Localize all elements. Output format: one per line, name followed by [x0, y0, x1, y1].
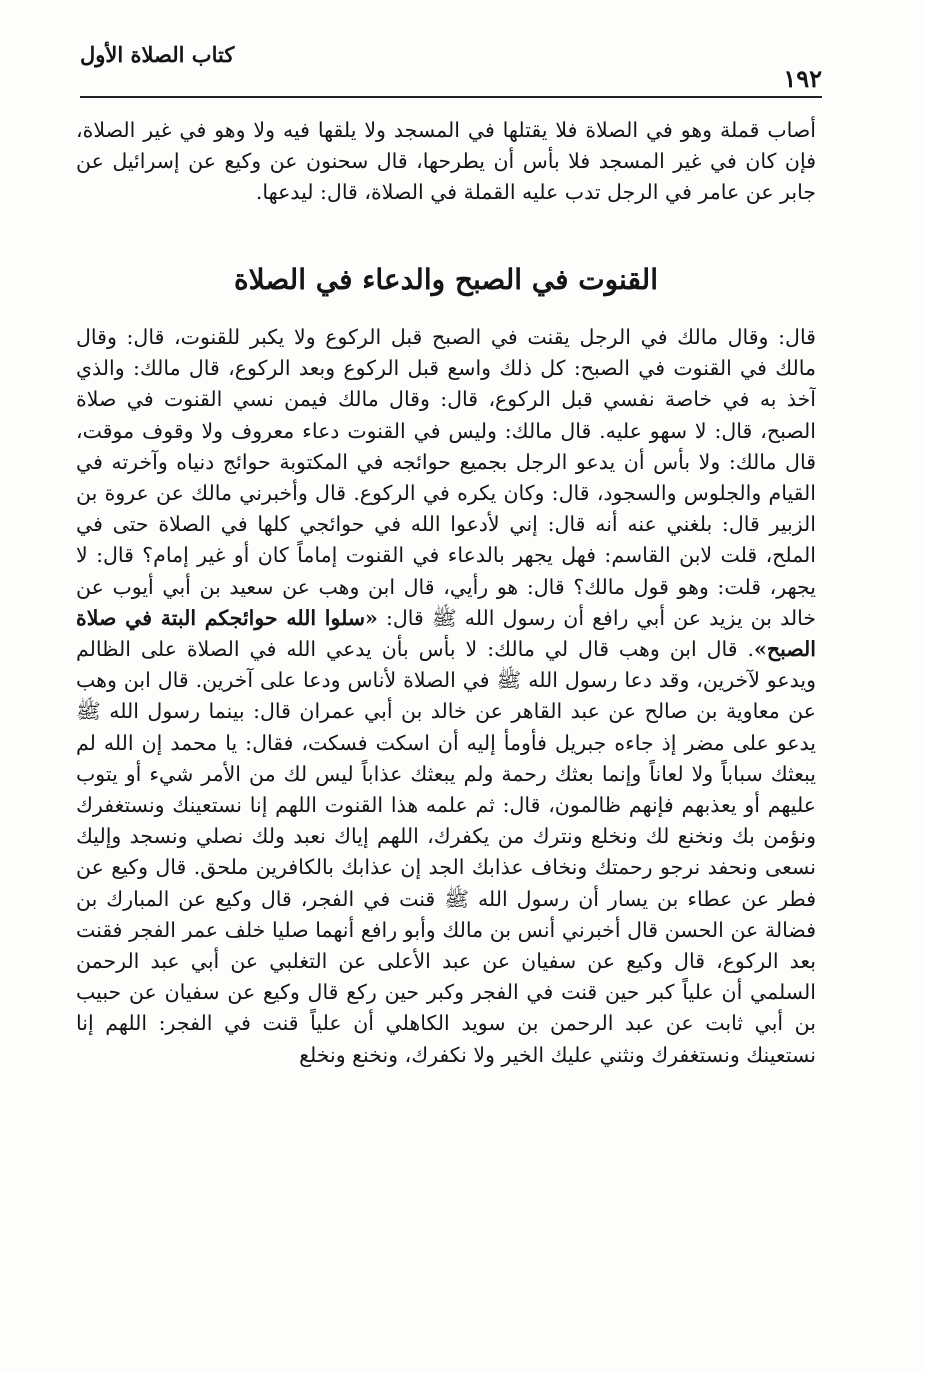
hadith-quote: «سلوا الله حوائجكم البتة في صلاة الصبح»	[76, 605, 816, 662]
running-header	[80, 40, 822, 96]
page-number: ١٩٢	[783, 64, 822, 93]
header-rule	[80, 96, 822, 98]
main-paragraph-part1: قال: وقال مالك في الرجل يقنت في الصبح قبل الركوع ولا يكبر للقنوت، قال: وقال مالك في القنوت في الصبح: كل ذلك واسع قبل الركوع وبعد الركوع، قال مالك: والذي آخذ به في خاصة نفسي قبل الركوع، قال: وقال مالك فيمن نسي القنوت في صلاة الصبح، قال: لا سهو عليه. قال مالك: وليس في القنوت دعاء معروف ولا وقوف موقت، قال مالك: ولا بأس أن يدعو الرجل بجميع حوائجه في المكتوبة حوائج دنياه وآخرته في القيام والجلوس والسجود، قال: وكان يكره في الركوع. قال وأخبرني مالك عن عروة بن الزبير قال: بلغني عنه أنه قال: إني لأدعوا الله في حوائجي كلها في الصلاة حتى في الملح، قلت لابن القاسم: فهل يجهر بالدعاء في القنوت إماماً كان أو غير إمام؟ قال: لا يجهر، قلت: وهو قول مالك؟ قال: هو رأيي، قال ابن وهب عن سعيد بن أبي أيوب عن خالد بن يزيد عن أبي رافع أن رسول الله ﷺ قال:	[76, 325, 816, 630]
section-heading: القنوت في الصبح والدعاء في الصلاة	[234, 263, 658, 296]
main-paragraph-part2: . قال ابن وهب قال لي مالك: لا بأس بأن يدعي الله في الصلاة على الظالم ويدعو لآخرين، وقد دعا رسول الله ﷺ في الصلاة لأناس ودعا على آخرين. قال ابن وهب عن معاوية بن صالح عن عبد القاهر عن خالد بن أبي عمران قال: بينما رسول الله ﷺ يدعو على مضر إذ جاءه جبريل فأومأ إليه أن اسكت فسكت، فقال: يا محمد إن الله لم يبعثك سباباً ولا لعاناً وإنما بعثك رحمة ولم يبعثك عذاباً ليس لك من الأمر شيء أو يتوب عليهم أو يعذبهم فإنهم ظالمون، قال: ثم علمه هذا القنوت اللهم إنا نستعينك ونستغفرك ونؤمن بك ونخنع لك ونخلع ونترك من يكفرك، اللهم إياك نعبد ولك نصلي ونسجد وإليك نسعى ونحفد نرجو رحمتك ونخاف عذابك الجد إن عذابك بالكافرين ملحق. قال وكيع عن فطر عن عطاء بن يسار أن رسول الله ﷺ قنت في الفجر، قال وكيع عن المبارك بن فضالة عن الحسن قال أخبرني أنس بن مالك وأبو رافع أنهما صليا خلف عمر الفجر فقنت بعد الركوع، قال وكيع عن سفيان عن عبد الأعلى عن التغلبي عن أبي عبد الرحمن السلمي أن علياً كبر حين قنت في الفجر وكبر حين ركع قال وكيع عن سفيان عن حبيب بن أبي ثابت عن عبد الرحمن بن سويد الكاهلي أن علياً قنت في الفجر: اللهم إنا نستعينك ونستغفرك ونثني عليك الخير ولا نكفرك، ونخنع ونخلع	[76, 637, 816, 1067]
main-paragraph	[76, 322, 816, 1282]
top-paragraph: أصاب قملة وهو في الصلاة فلا يقتلها في المسجد ولا يلقها فيه ولا وهو في غير الصلاة، فإن كان في غير المسجد فلا بأس أن يطرحها، قال سحنون عن وكيع عن إسرائيل عن جابر عن عامر في الرجل تدب عليه القملة في الصلاة، قال: ليدعها.	[76, 118, 816, 205]
book-title: كتاب الصلاة الأول	[80, 42, 235, 67]
